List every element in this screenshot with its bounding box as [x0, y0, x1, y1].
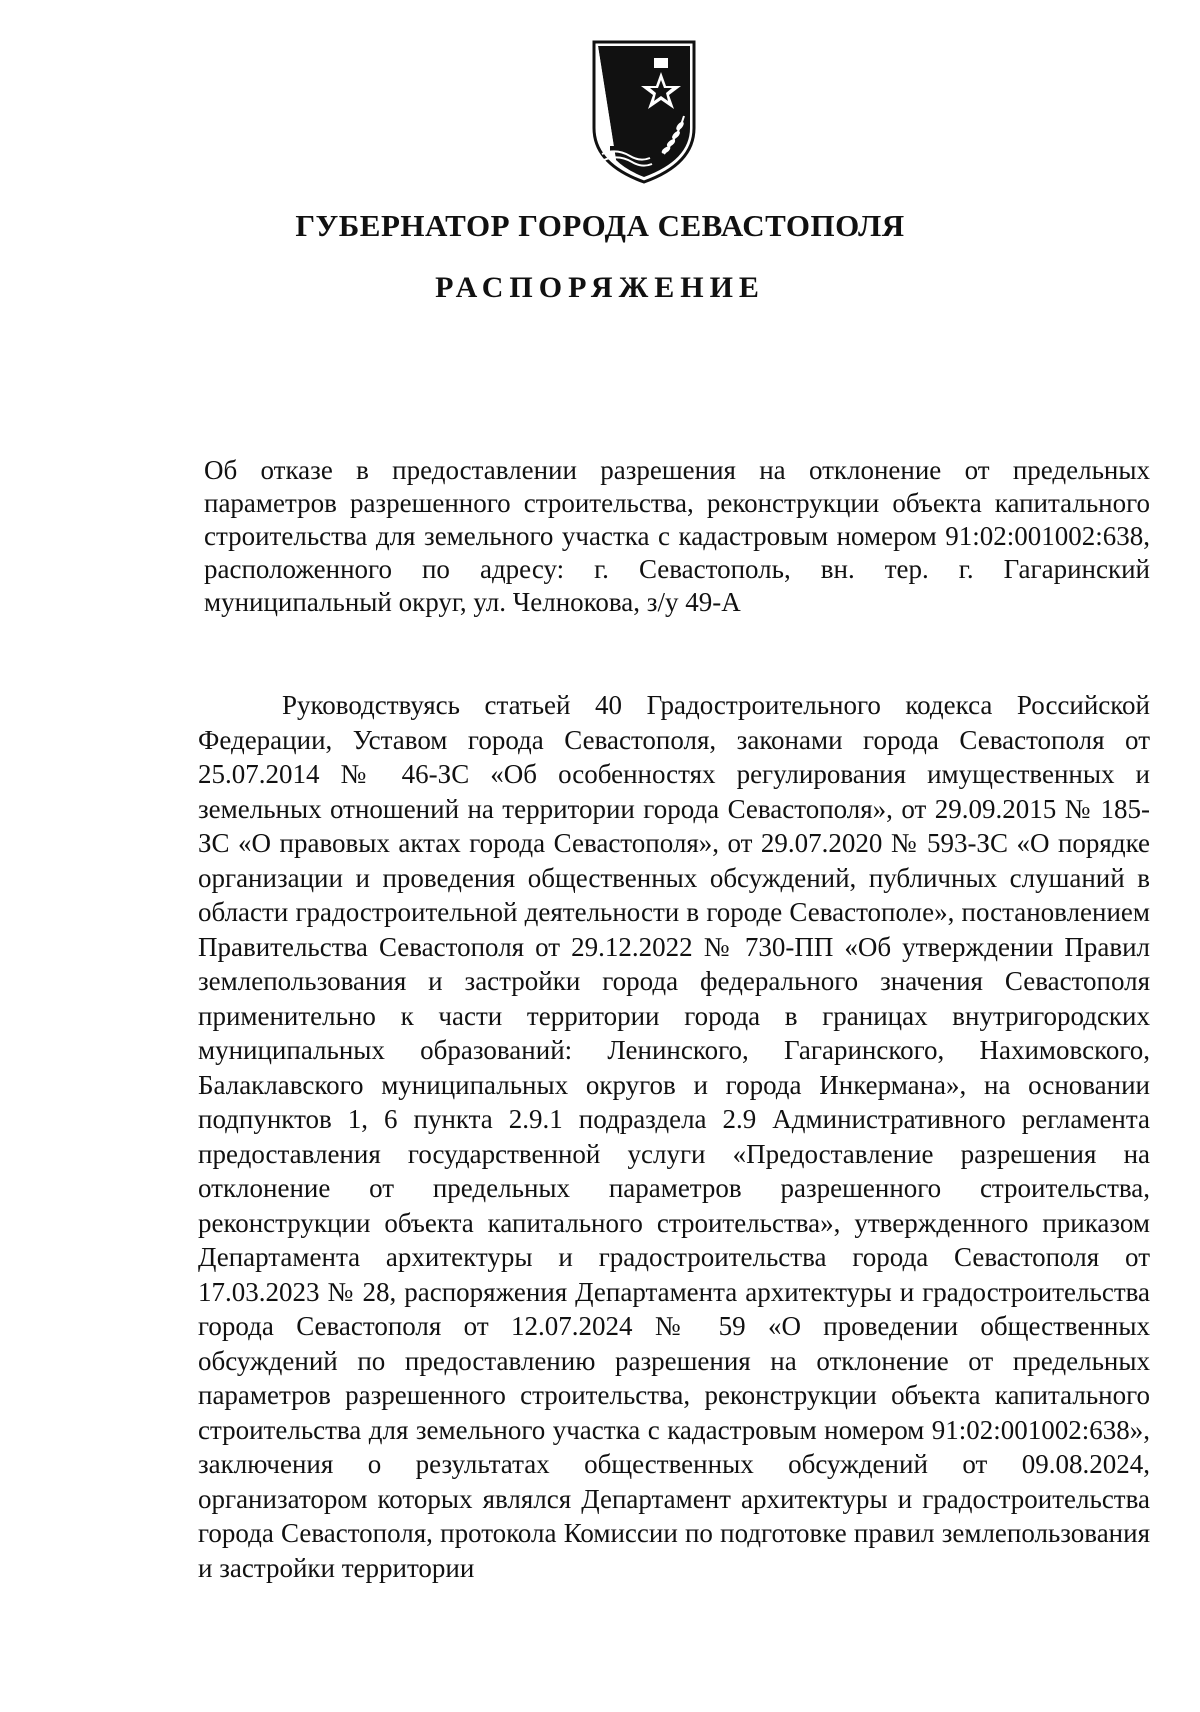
issuing-authority: ГУБЕРНАТОР ГОРОДА СЕВАСТОПОЛЯ [295, 208, 905, 243]
document-body-paragraph: Руководствуясь статьей 40 Градостроительного кодекса Российской Федерации, Уставом города Севастополя, законами города Севастополя от 25.07.2014 № 46-ЗС «Об особенностях регулирования имущественных и земельных отношений на территории города Севастополя», от 29.09.2015 № 185-ЗС «О правовых актах города Севастополя», от 29.07.2020 № 593-ЗС «О порядке организации и проведения общественных обсуждений, публичных слушаний в области градостроительной деятельности в городе Севастополе», постановлением Правительства Севастополя от 29.12.2022 № 730-ПП «Об утверждении Правил землепользования и застройки города федерального значения Севастополя применительно к части территории города в границах внутригородских муниципальных образований: Ленинского, Гагаринского, Нахимовского, Балаклавского муниципальных округов и города Инкермана», на основании подпунктов 1, 6 пункта 2.9.1 подраздела 2.9 Административного регламента предоставления государственной услуги «Предоставление разрешения на отклонение от предельных параметров разрешенного строительства, реконструкции объекта капитального строительства», утвержденного приказом Департамента архитектуры и градостроительства города Севастополя от 17.03.2023 № 28, распоряжения Департамента архитектуры и градостроительства города Севастополя от 12.07.2024 № 59 «О проведении общественных обсуждений по предоставлению разрешения на отклонение от предельных параметров разрешенного строительства, реконструкции объекта капитального строительства для земельного участка с кадастровым номером 91:02:001002:638», заключения о результатах общественных обсуждений от 09.08.2024, организатором которых являлся Департамент архитектуры и градостроительства города Севастополя, протокола Комиссии по подготовке правил землепользования и застройки территории [198, 690, 1150, 1583]
document-type-title: РАСПОРЯЖЕНИЕ [435, 271, 765, 304]
document-subject: Об отказе в предоставлении разрешения на отклонение от предельных параметров разрешенного строительства, реконструкции объекта капитального строительства для земельного участка с кадастровым номером 91:02:001002:638, расположенного по адресу: г. Севастополь, вн. тер. г. Гагаринский муниципальный округ, ул. Челнокова, з/у 49-А [204, 455, 1150, 617]
coat-of-arms-icon [586, 36, 702, 186]
